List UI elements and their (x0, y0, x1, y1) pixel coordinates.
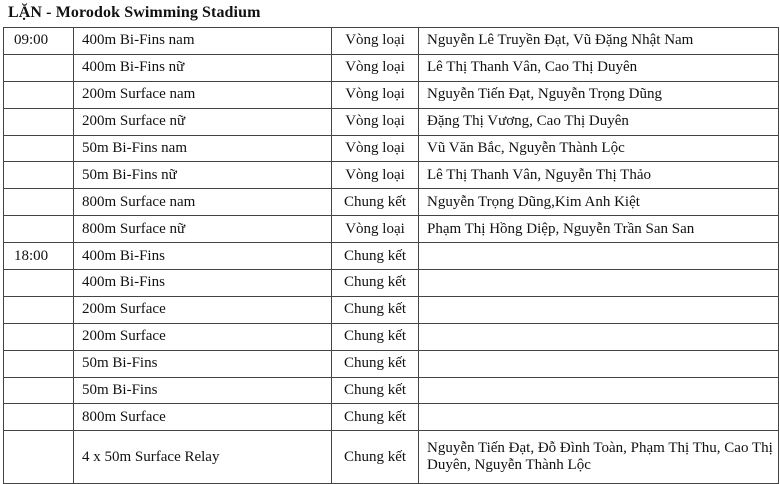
table-row (4, 350, 779, 377)
stage-cell: Vòng loại (332, 81, 419, 108)
table-row (4, 135, 779, 162)
event-cell: 200m Surface nam (74, 81, 332, 108)
event-cell: 800m Surface nam (74, 189, 332, 216)
table-row (4, 431, 779, 484)
athletes-cell (419, 323, 779, 350)
stage-cell: Chung kết (332, 404, 419, 431)
schedule-table (3, 27, 779, 484)
stage-cell: Chung kết (332, 189, 419, 216)
event-cell: 400m Bi-Fins (74, 270, 332, 297)
table-row (4, 54, 779, 81)
stage-cell: Chung kết (332, 377, 419, 404)
athletes-cell (419, 377, 779, 404)
event-cell: 50m Bi-Fins nữ (74, 162, 332, 189)
time-cell (4, 216, 74, 243)
table-row (4, 108, 779, 135)
athletes-cell (419, 350, 779, 377)
athletes-cell: Lê Thị Thanh Vân, Cao Thị Duyên (419, 54, 779, 81)
stage-cell: Vòng loại (332, 108, 419, 135)
event-cell: 50m Bi-Fins (74, 350, 332, 377)
event-cell: 400m Bi-Fins nam (74, 28, 332, 55)
stage-cell: Vòng loại (332, 216, 419, 243)
time-cell (4, 81, 74, 108)
time-cell: 18:00 (4, 243, 74, 270)
time-cell (4, 431, 74, 484)
event-cell: 200m Surface (74, 296, 332, 323)
stage-cell: Vòng loại (332, 162, 419, 189)
event-cell: 400m Bi-Fins nữ (74, 54, 332, 81)
time-cell (4, 323, 74, 350)
athletes-cell (419, 404, 779, 431)
time-cell (4, 296, 74, 323)
athletes-cell: Phạm Thị Hồng Diệp, Nguyễn Trần San San (419, 216, 779, 243)
stage-cell: Chung kết (332, 323, 419, 350)
stage-cell: Vòng loại (332, 28, 419, 55)
athletes-cell: Nguyễn Tiến Đạt, Nguyễn Trọng Dũng (419, 81, 779, 108)
athletes-cell (419, 243, 779, 270)
event-cell: 800m Surface (74, 404, 332, 431)
time-cell (4, 189, 74, 216)
table-row (4, 323, 779, 350)
time-cell (4, 162, 74, 189)
athletes-cell: Đặng Thị Vương, Cao Thị Duyên (419, 108, 779, 135)
stage-cell: Chung kết (332, 270, 419, 297)
table-row (4, 189, 779, 216)
time-cell (4, 135, 74, 162)
time-cell (4, 404, 74, 431)
stage-cell: Vòng loại (332, 54, 419, 81)
event-cell: 50m Bi-Fins nam (74, 135, 332, 162)
table-row (4, 296, 779, 323)
stage-cell: Chung kết (332, 431, 419, 484)
athletes-cell: Nguyễn Trọng Dũng,Kim Anh Kiệt (419, 189, 779, 216)
athletes-cell: Lê Thị Thanh Vân, Nguyễn Thị Thảo (419, 162, 779, 189)
athletes-cell (419, 270, 779, 297)
time-cell (4, 270, 74, 297)
athletes-cell (419, 296, 779, 323)
table-row (4, 162, 779, 189)
table-row (4, 377, 779, 404)
time-cell (4, 377, 74, 404)
event-cell: 200m Surface (74, 323, 332, 350)
event-cell: 400m Bi-Fins (74, 243, 332, 270)
athletes-cell: Nguyễn Lê Truyền Đạt, Vũ Đặng Nhật Nam (419, 28, 779, 55)
time-cell: 09:00 (4, 28, 74, 55)
schedule-title: LẶN - Morodok Swimming Stadium (8, 4, 261, 21)
table-row (4, 270, 779, 297)
table-row (4, 216, 779, 243)
event-cell: 800m Surface nữ (74, 216, 332, 243)
table-row (4, 404, 779, 431)
event-cell: 50m Bi-Fins (74, 377, 332, 404)
time-cell (4, 108, 74, 135)
athletes-cell: Vũ Văn Bắc, Nguyễn Thành Lộc (419, 135, 779, 162)
stage-cell: Chung kết (332, 243, 419, 270)
event-cell: 200m Surface nữ (74, 108, 332, 135)
stage-cell: Chung kết (332, 350, 419, 377)
table-row (4, 81, 779, 108)
table-row (4, 243, 779, 270)
stage-cell: Chung kết (332, 296, 419, 323)
time-cell (4, 350, 74, 377)
stage-cell: Vòng loại (332, 135, 419, 162)
athletes-cell: Nguyễn Tiến Đạt, Đỗ Đình Toàn, Phạm Thị Thu, Cao Thị Duyên, Nguyễn Thành Lộc (419, 431, 779, 484)
event-cell: 4 x 50m Surface Relay (74, 431, 332, 484)
table-row (4, 28, 779, 55)
time-cell (4, 54, 74, 81)
